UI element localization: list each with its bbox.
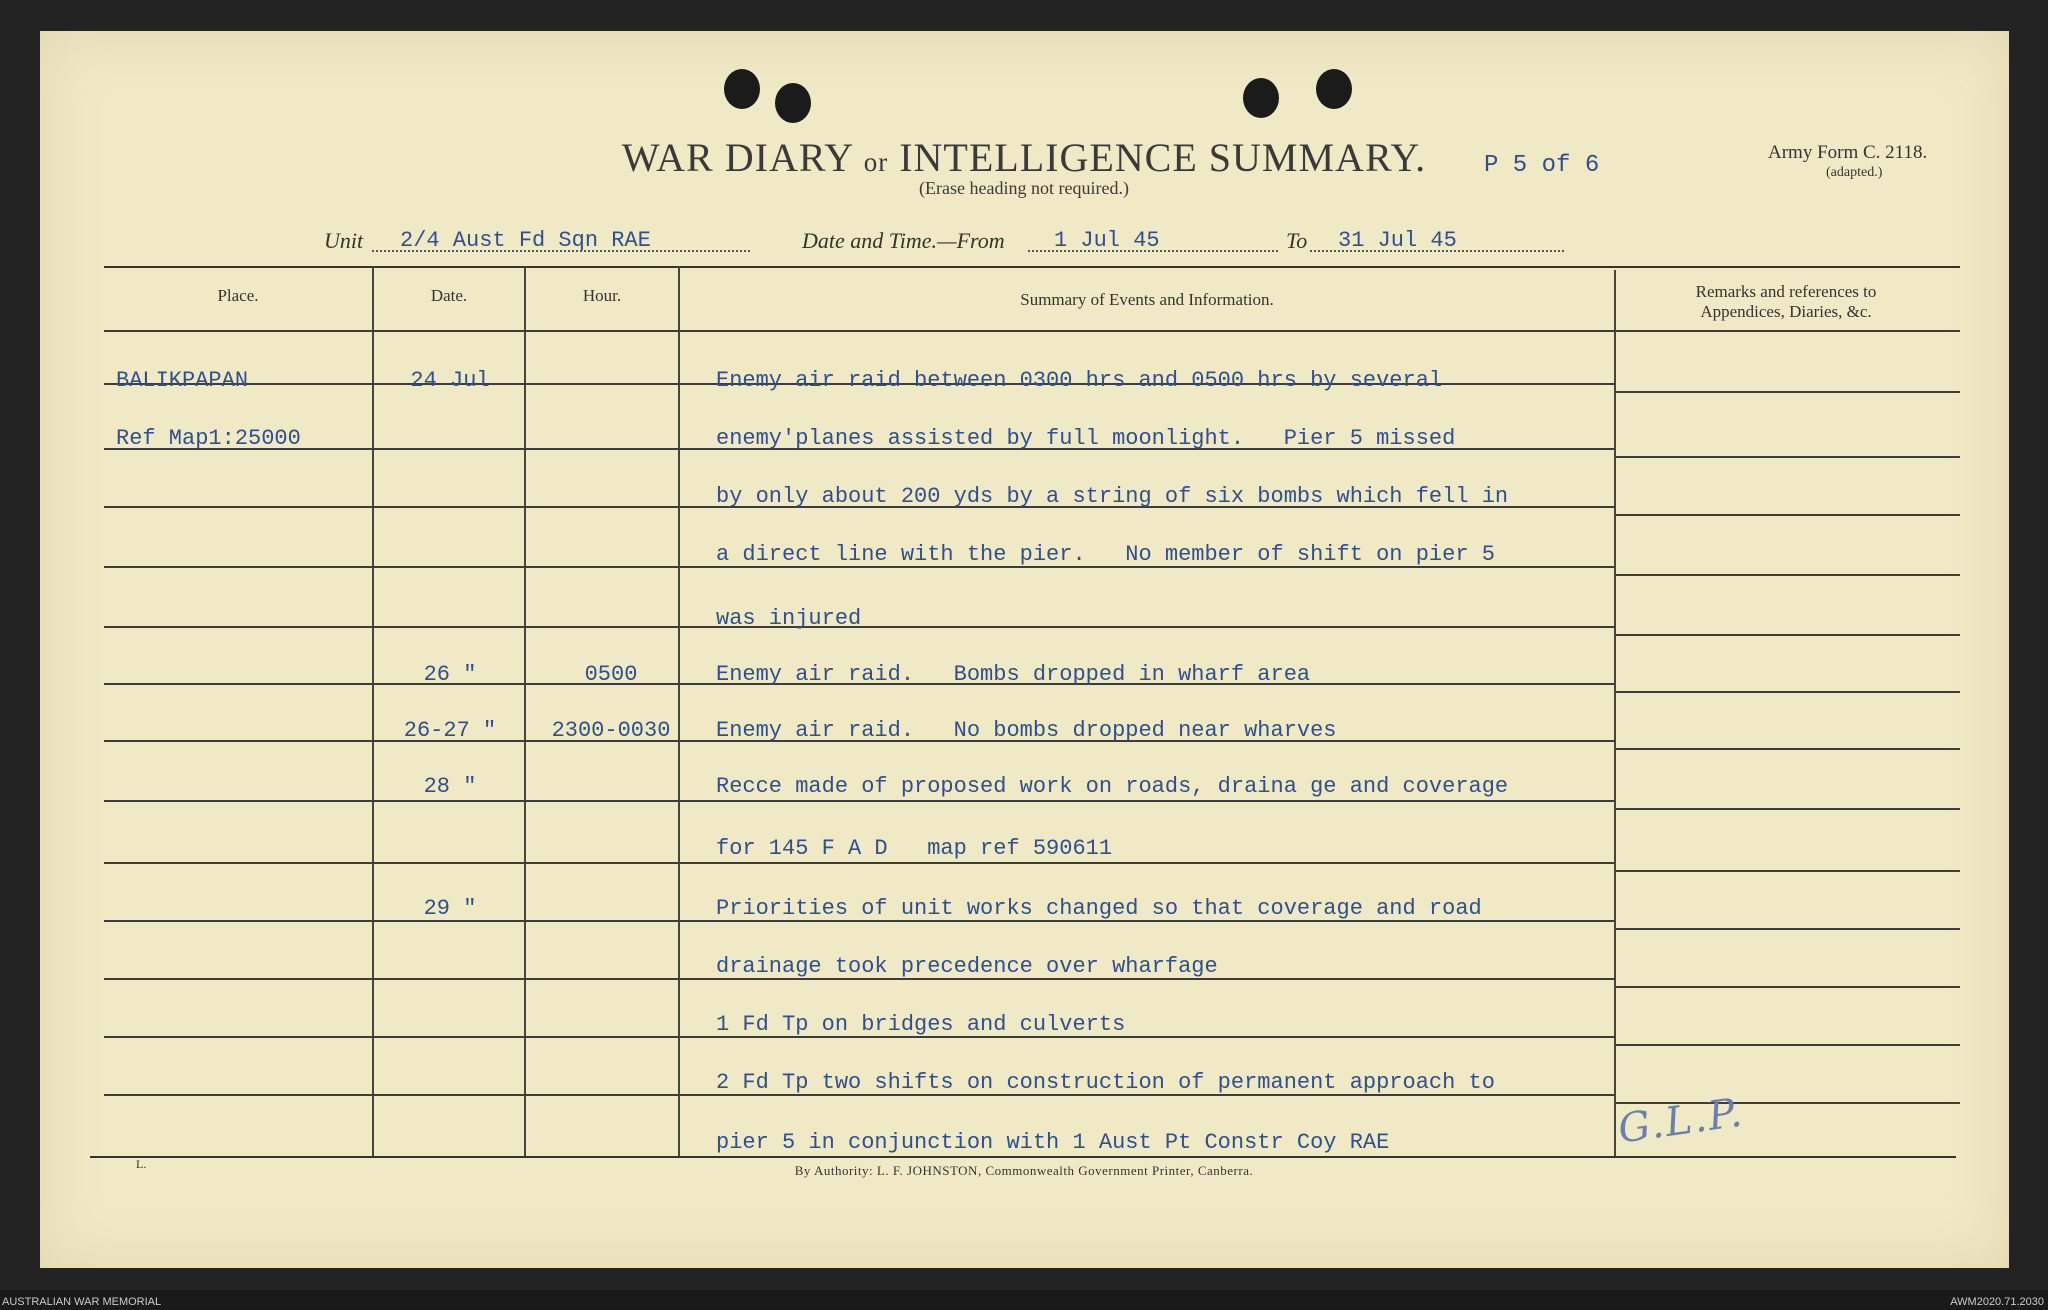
- summary-cell: drainage took precedence over wharfage: [716, 954, 1218, 979]
- ruled-line: [104, 800, 1614, 802]
- adapted-note: (adapted.): [1826, 165, 1883, 180]
- title-intelligence-summary: INTELLIGENCE SUMMARY.: [899, 135, 1427, 180]
- remarks-initials: G.L.P.: [1615, 1089, 1747, 1153]
- place-header: Place.: [217, 286, 259, 305]
- erase-note: (Erase heading not required.): [919, 178, 1129, 198]
- col-divider: [524, 266, 526, 1156]
- date-cell: 28 ": [423, 774, 477, 799]
- ruled-line-remarks: [1616, 808, 1960, 810]
- army-form-number: Army Form C. 2118.: [1768, 142, 1928, 163]
- date-cell: 26-27 ": [403, 718, 497, 743]
- punch-hole: [775, 83, 811, 123]
- ruled-line-remarks: [1616, 456, 1960, 458]
- summary-cell: by only about 200 yds by a string of six bombs which fell in: [716, 484, 1509, 509]
- ruled-line: [104, 862, 1614, 864]
- date-cell: 29 ": [423, 896, 477, 921]
- col-divider: [372, 266, 374, 1156]
- col-divider: [1614, 270, 1616, 1156]
- summary-cell: was injured: [716, 606, 862, 631]
- unit-label: Unit: [324, 228, 364, 253]
- form-mark: L.: [136, 1157, 147, 1171]
- ruled-line-remarks: [1616, 986, 1960, 988]
- hour-cell: 0500: [584, 662, 638, 687]
- unit-value: 2/4 Aust Fd Sqn RAE: [400, 228, 651, 253]
- ruled-line-remarks: [1616, 1044, 1960, 1046]
- ruled-line-remarks: [1616, 870, 1960, 872]
- punch-hole: [1316, 69, 1352, 109]
- punch-hole: [724, 69, 760, 109]
- archive-footer-bar: [0, 1290, 2048, 1310]
- ruled-line-remarks: [1616, 634, 1960, 636]
- archive-id: AWM2020.71.2030: [1950, 1296, 2044, 1308]
- title-or: or: [863, 147, 889, 177]
- summary-cell: for 145 F A D map ref 590611: [716, 836, 1113, 861]
- ruled-line-remarks: [1616, 391, 1960, 393]
- date-cell: 26 ": [423, 662, 477, 687]
- from-value: 1 Jul 45: [1054, 228, 1160, 253]
- to-label: To: [1286, 228, 1308, 253]
- summary-header: Summary of Events and Information.: [1020, 290, 1274, 309]
- remarks-header-line-2: Appendices, Diaries, &c.: [1700, 302, 1872, 321]
- ruled-line-remarks: [1616, 748, 1960, 750]
- archive-credit: AUSTRALIAN WAR MEMORIAL: [2, 1296, 162, 1308]
- document-title: [0, 134, 2048, 181]
- summary-cell: enemy'planes assisted by full moonlight. Pier 5 missed: [716, 426, 1456, 451]
- hour-cell: 2300-0030: [551, 718, 671, 743]
- summary-cell: a direct line with the pier. No member of shift on pier 5: [716, 542, 1495, 567]
- summary-cell: Enemy air raid between 0300 hrs and 0500 hrs by several: [716, 368, 1443, 393]
- ruled-line-remarks: [1616, 514, 1960, 516]
- punch-hole: [1243, 78, 1279, 118]
- summary-cell: 1 Fd Tp on bridges and culverts: [716, 1012, 1126, 1037]
- summary-cell: pier 5 in conjunction with 1 Aust Pt Constr Coy RAE: [716, 1130, 1390, 1155]
- summary-cell: Priorities of unit works changed so that coverage and road: [716, 896, 1482, 921]
- table-top-rule: [104, 266, 1960, 268]
- date-time-label: Date and Time.—From: [802, 228, 1005, 253]
- date-header: Date.: [430, 286, 468, 305]
- printer-imprint: By Authority: L. F. JOHNSTON, Commonwealth Government Printer, Canberra.: [794, 1163, 1254, 1178]
- date-cell: 24 Jul: [410, 368, 490, 393]
- col-divider: [678, 266, 680, 1156]
- hour-header: Hour.: [582, 286, 622, 305]
- ruled-line-remarks: [1616, 574, 1960, 576]
- summary-cell: Enemy air raid. No bombs dropped near wharves: [716, 718, 1337, 743]
- place-cell: BALIKPAPAN: [116, 368, 249, 393]
- summary-cell: 2 Fd Tp two shifts on construction of permanent approach to: [716, 1070, 1495, 1095]
- header-bottom-rule: [104, 330, 1960, 332]
- table-bottom-rule: [90, 1156, 1956, 1158]
- ruled-line-remarks: [1616, 691, 1960, 693]
- remarks-header-line-1: Remarks and references to: [1695, 282, 1877, 301]
- page-reference: P 5 of 6: [1484, 152, 1600, 179]
- to-value: 31 Jul 45: [1338, 228, 1457, 253]
- summary-cell: Enemy air raid. Bombs dropped in wharf area: [716, 662, 1311, 687]
- summary-cell: Recce made of proposed work on roads, draina ge and coverage: [716, 774, 1509, 799]
- ruled-line-remarks: [1616, 928, 1960, 930]
- title-war-diary: WAR DIARY: [621, 135, 853, 180]
- place-cell: Ref Map1:25000: [116, 426, 301, 451]
